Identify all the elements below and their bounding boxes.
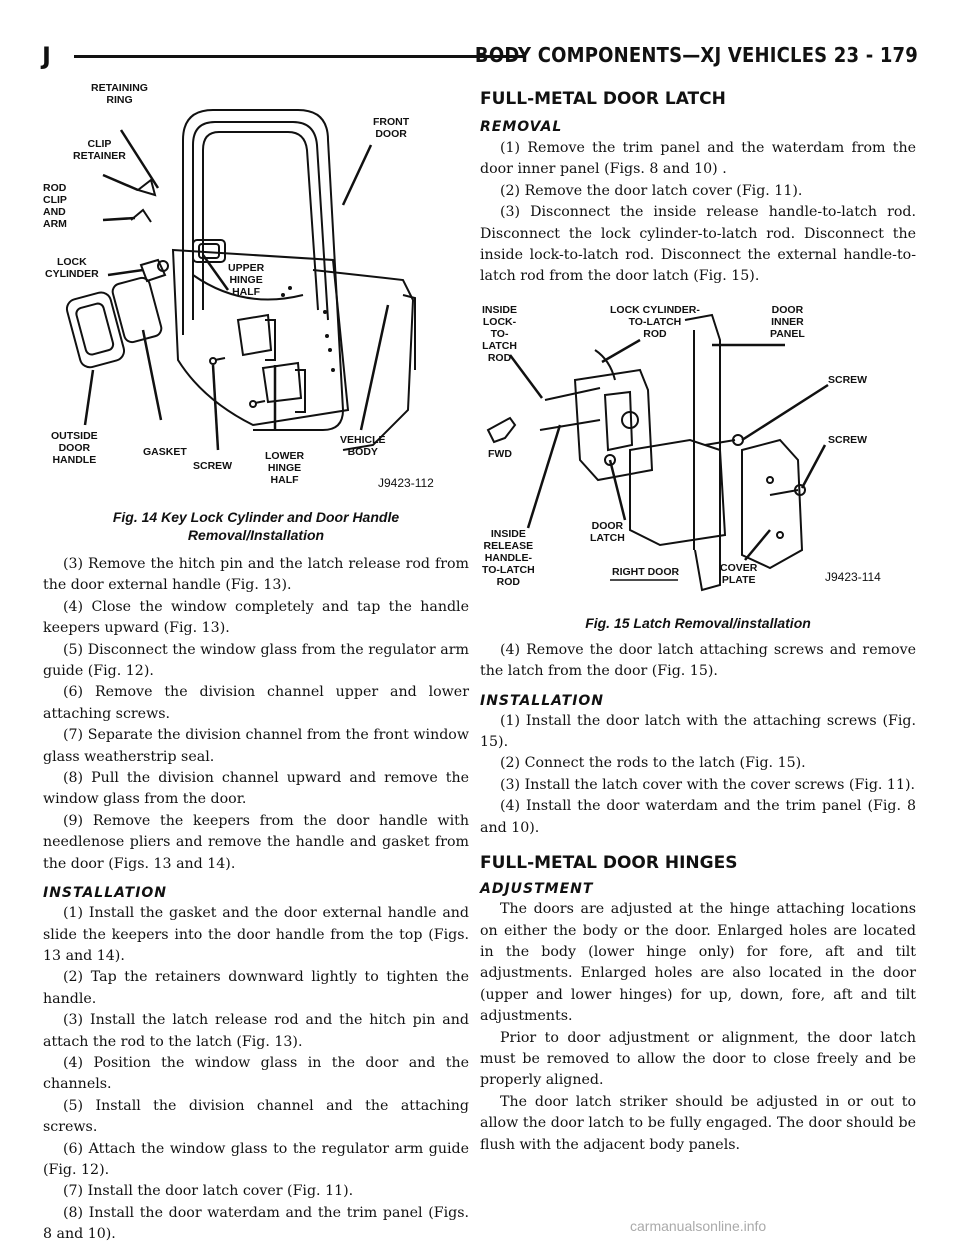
install-step: (2) Connect the rods to the latch (Fig. 15).: [500, 755, 806, 772]
fig15-label-door-inner-panel: DOOR INNER PANEL: [770, 303, 805, 340]
latch-section-heading: FULL-METAL DOOR LATCH: [480, 89, 726, 109]
install-step: (7) Install the door latch cover (Fig. 11).: [63, 1183, 354, 1200]
left-step: (7) Separate the division channel from the front window glass weatherstrip seal.: [43, 727, 469, 765]
left-step: (9) Remove the keepers from the door handle with needlenose pliers and remove the handle and gasket from the door (Figs. 13 and 14).: [43, 812, 469, 872]
fig14-label-front-door: FRONT DOOR: [373, 116, 410, 140]
watermark: carmanualsonline.info: [630, 1218, 767, 1234]
hinges-section-heading: FULL-METAL DOOR HINGES: [480, 853, 738, 874]
fig14-label-retaining-ring: RETAINING RING: [91, 82, 148, 106]
fig15-label-right-door: RIGHT DOOR: [612, 565, 680, 578]
adjustment-heading: ADJUSTMENT: [480, 881, 594, 898]
install-step: (1) Install the door latch with the attaching screws (Fig. 15).: [480, 712, 916, 751]
header-letter: J: [42, 42, 51, 70]
install-step: (1) Install the gasket and the door external handle and slide the keepers into the door handle from the top (Figs. 13 and 14).: [43, 905, 469, 964]
fig15-label-inside-lock-rod: INSIDE LOCK- TO- LATCH ROD: [482, 303, 518, 364]
fig15-drawing: [480, 300, 916, 610]
adjustment-paragraphs: [480, 899, 916, 1156]
left-step: (3) Remove the hitch pin and the latch release rod from the door external handle (Fig. 13).: [43, 556, 469, 594]
removal-step: (4) Remove the door latch attaching screws and remove the latch from the door (Fig. 15).: [480, 641, 916, 680]
adjust-paragraph: The door latch striker should be adjusted in or out to allow the door latch to be fully engaged. The door should be flush with the adjacent body panels.: [480, 1093, 916, 1153]
fig15-code: J9423-114: [825, 569, 881, 584]
adjust-paragraph: The doors are adjusted at the hinge attaching locations on either the body or the door. Enlarged holes are located in the body (lower hinge only) for fore, aft and tilt adjustments. Enlarged holes are also located in the door (upper and lower hinges) for up, down, fore, aft and tilt adjustments.: [480, 901, 916, 1025]
removal-step: (3) Disconnect the inside release handle-to-latch rod. Disconnect the lock cylinder-to-latch rod. Disconnect the inside lock-to-latch rod. Disconnect the external handle-to-latch rod from the door latch (Fig. 15).: [480, 204, 916, 285]
install-step: (6) Attach the window glass to the regulator arm guide (Fig. 12).: [43, 1140, 469, 1178]
header-title: BODY COMPONENTS—XJ VEHICLES 23 - 179: [474, 43, 918, 67]
fig15-label-screw-1: SCREW: [828, 373, 868, 386]
fig14-code: J9423-112: [378, 476, 434, 490]
fig14-label-clip-retainer: CLIP RETAINER: [73, 138, 126, 162]
fig14-label-upper-hinge: UPPER HINGE HALF: [228, 262, 265, 298]
latch-installation-heading: INSTALLATION: [480, 692, 605, 709]
fig15-illustration: [480, 300, 916, 610]
removal-step: (2) Remove the door latch cover (Fig. 11).: [500, 182, 803, 199]
left-step: (5) Disconnect the window glass from the regulator arm guide (Fig. 12).: [43, 641, 469, 680]
page-header: [42, 40, 918, 74]
left-column: [43, 80, 469, 1246]
fig14-label-screw: SCREW: [193, 460, 233, 472]
left-step: (6) Remove the division channel upper and lower attaching screws.: [43, 684, 469, 722]
removal-heading: REMOVAL: [480, 119, 563, 135]
left-step: (4) Close the window completely and tap the handle keepers upward (Fig. 13).: [43, 598, 469, 637]
left-steps: [43, 554, 469, 875]
install-step: (3) Install the latch cover with the cover screws (Fig. 11).: [500, 776, 916, 793]
fig15-label-inside-release-rod: INSIDE RELEASE HANDLE- TO-LATCH ROD: [482, 527, 535, 588]
install-step: (5) Install the division channel and the attaching screws.: [43, 1097, 469, 1136]
fig14-label-gasket: GASKET: [143, 446, 187, 458]
fig15-caption: Fig. 15 Latch Removal/installation: [585, 614, 811, 631]
install-step: (8) Install the door waterdam and the trim panel (Figs. 8 and 10).: [43, 1204, 469, 1243]
fig14-caption: Fig. 14 Key Lock Cylinder and Door Handle Removal/Installation: [112, 509, 400, 543]
fig15-label-lock-cylinder-rod: LOCK CYLINDER- TO-LATCH ROD: [610, 303, 700, 340]
fig15-label-screw-2: SCREW: [828, 433, 868, 446]
left-install-steps: [43, 903, 469, 1246]
adjust-paragraph: Prior to door adjustment or alignment, the door latch must be removed to allow the door to close freely and be properly aligned.: [480, 1029, 916, 1089]
fig14-label-lower-hinge: LOWER HINGE HALF: [265, 450, 305, 486]
install-step: (2) Tap the retainers downward lightly to tighten the handle.: [43, 969, 469, 1007]
fig14-illustration: [43, 80, 469, 500]
removal-step: (1) Remove the trim panel and the waterdam from the door inner panel (Figs. 8 and 10) .: [480, 140, 916, 178]
fig14-label-outside-handle: OUTSIDE DOOR HANDLE: [51, 430, 98, 466]
fig14-label-vehicle-body: VEHICLE BODY: [340, 434, 386, 458]
fig15-label-door-latch: DOOR LATCH: [590, 519, 625, 544]
left-step: (8) Pull the division channel upward and remove the window glass from the door.: [43, 770, 469, 808]
fig14-label-rod-clip: ROD CLIP AND ARM: [43, 182, 67, 230]
latch-install-steps: [480, 711, 916, 839]
fig14-label-lock-cylinder: LOCK CYLINDER: [45, 256, 99, 280]
install-step: (3) Install the latch release rod and the hitch pin and attach the rod to the latch (Fig. 13).: [43, 1012, 469, 1050]
right-column: [480, 80, 916, 1156]
removal-steps: [480, 138, 916, 288]
install-step: (4) Install the door waterdam and the trim panel (Fig. 8 and 10).: [480, 798, 916, 836]
install-step: (4) Position the window glass in the door and the channels.: [43, 1054, 469, 1093]
left-installation-heading: INSTALLATION: [43, 885, 168, 902]
header-rule: [74, 55, 523, 58]
fig15-label-fwd: FWD: [488, 447, 512, 460]
fig15-label-cover-plate: COVER PLATE: [720, 561, 758, 586]
